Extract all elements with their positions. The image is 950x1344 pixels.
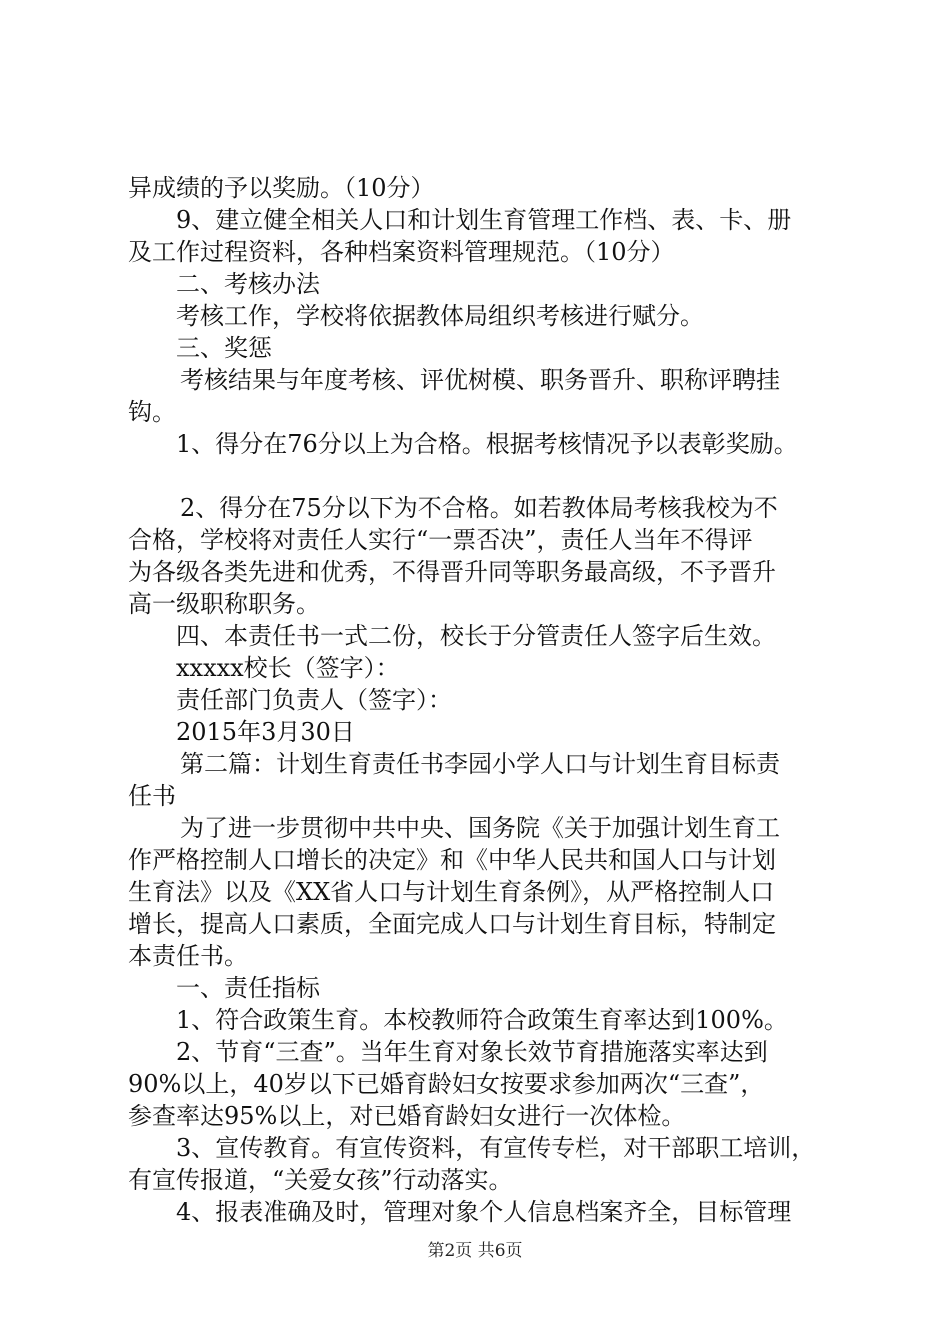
text-line: 高一级职称职务。 [128,590,320,618]
text-line: 为了进一步贯彻中共中央、国务院《关于加强计划生育工 [180,814,780,842]
page-footer: 第2页 共6页 [427,1241,523,1261]
date-line: 2015年3月30日 [176,718,355,746]
section-heading: 三、奖惩 [176,334,272,362]
signature-line-department: 责任部门负责人（签字）： [176,686,452,714]
text-line: 参查率达95%以上，对已婚育龄妇女进行一次体检。 [128,1102,686,1130]
section-heading: 二、考核办法 [176,270,320,298]
text-line: 90%以上，40岁以下已婚育龄妇女按要求参加两次“三查”， [128,1070,765,1098]
chapter-title-continued: 任书 [128,782,176,810]
text-line: 四、本责任书一式二份，校长于分管责任人签字后生效。 [176,622,776,650]
text-line: 有宣传报道，“关爱女孩”行动落实。 [128,1166,513,1194]
text-line: 增长，提高人口素质，全面完成人口与计划生育目标，特制定 [128,910,776,938]
text-line: 为各级各类先进和优秀，不得晋升同等职务最高级，不予晋升 [128,558,776,586]
text-line: 9、建立健全相关人口和计划生育管理工作档、表、卡、册 [176,206,792,234]
text-line: 4、报表准确及时，管理对象个人信息档案齐全，目标管理 [176,1198,792,1226]
text-line: 1、符合政策生育。本校教师符合政策生育率达到100%。 [176,1006,788,1034]
text-line: 考核结果与年度考核、评优树模、职务晋升、职称评聘挂 [180,366,780,394]
text-line: 3、宣传教育。有宣传资料，有宣传专栏，对干部职工培训， [176,1134,816,1162]
text-line: 合格，学校将对责任人实行“一票否决”，责任人当年不得评 [128,526,753,554]
text-line: 异成绩的予以奖励。（10分） [128,174,435,202]
text-line: 生育法》以及《XX省人口与计划生育条例》，从严格控制人口 [128,878,775,906]
paragraph-gap [128,460,848,492]
document-body [128,172,848,1228]
chapter-title: 第二篇：计划生育责任书李园小学人口与计划生育目标责 [180,750,780,778]
text-line: 作严格控制人口增长的决定》和《中华人民共和国人口与计划 [128,846,776,874]
text-line: 本责任书。 [128,942,248,970]
text-line: 1、得分在76分以上为合格。根据考核情况予以表彰奖励。 [176,430,798,458]
text-line: 2、得分在75分以下为不合格。如若教体局考核我校为不 [180,494,778,522]
section-heading: 一、责任指标 [176,974,320,1002]
text-line: 及工作过程资料，各种档案资料管理规范。（10分） [128,238,675,266]
text-line: 2、节育“三查”。当年生育对象长效节育措施落实率达到 [176,1038,768,1066]
signature-line-principal: xxxxx校长（签字）： [176,654,400,682]
text-line: 钩。 [128,398,176,426]
text-line: 考核工作，学校将依据教体局组织考核进行赋分。 [176,302,704,330]
